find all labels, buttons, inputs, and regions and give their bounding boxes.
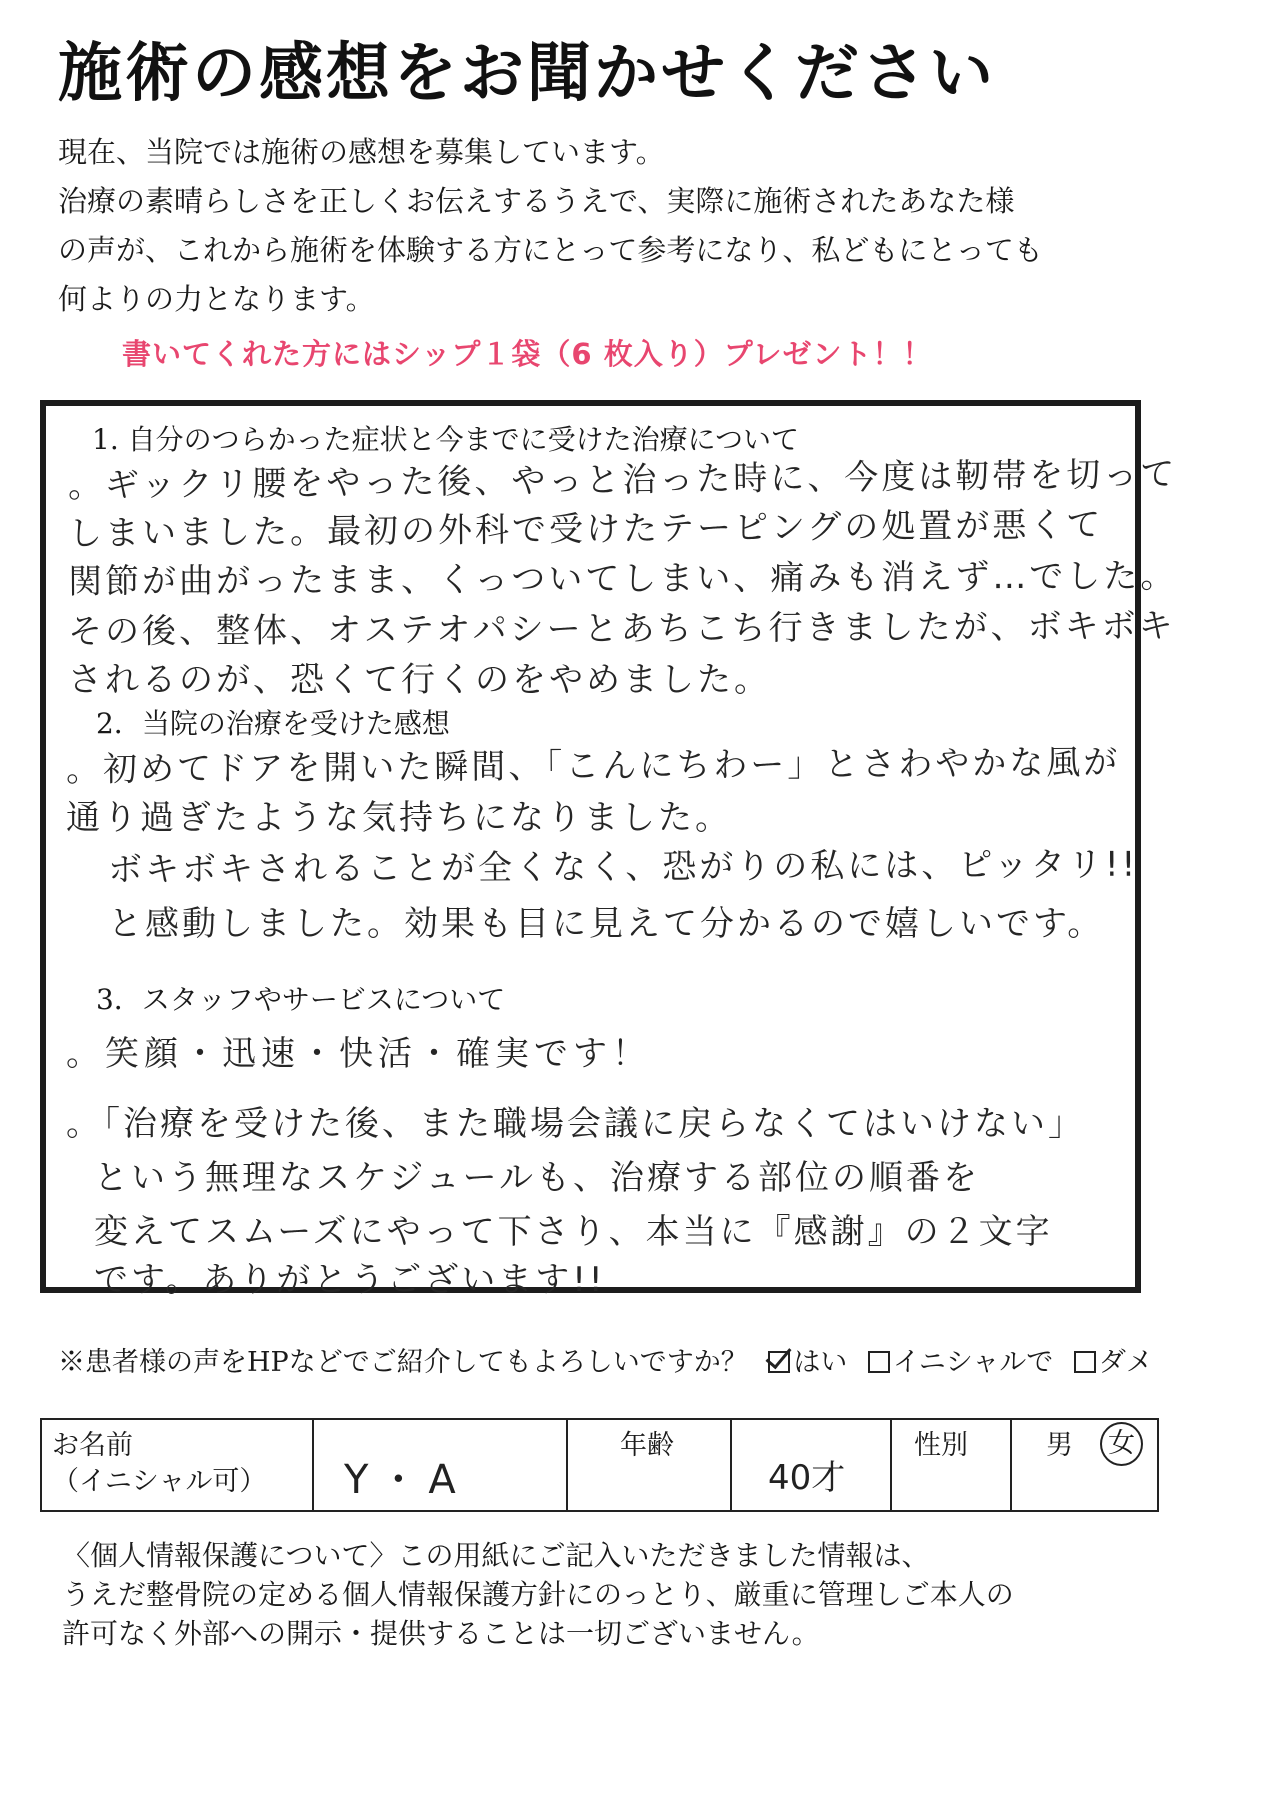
consent-option-no: ダメ (1098, 1347, 1153, 1378)
privacy-line: 許可なく外部への開示・提供することは一切ございません。 (62, 1617, 820, 1650)
gender-male: 男 (1046, 1430, 1073, 1461)
consent-checkbox-initial[interactable] (868, 1351, 890, 1373)
intro-line: 治療の素晴らしさを正しくお伝えするうえで、実際に施術されたあなた様 (58, 184, 1015, 218)
age-label-cell (567, 1419, 731, 1511)
answer-3-line: 。笑顔・迅速・快活・確実です！ (66, 1034, 651, 1074)
answer-1-line: 関節が曲がったまま、くっついてしまい、痛みも消えず…でした。 (67, 556, 1178, 602)
consent-checkbox-yes[interactable] (768, 1351, 790, 1373)
gender-female-circled: 女 (1100, 1422, 1143, 1466)
gender-label: 性別 (914, 1430, 968, 1461)
answer-1-line: その後、整体、オステオパシーとあちこち行きましたが、ボキボキ (67, 606, 1176, 652)
name-value-cell[interactable] (313, 1419, 567, 1511)
answer-3-line: です。ありがとうございます!! (94, 1260, 606, 1300)
name-label (52, 1428, 266, 1500)
question-1: 1. 自分のつらかった症状と今までに受けた治療について (92, 423, 800, 456)
answer-3-line: という無理なスケジュールも、治療する部位の順番を (94, 1158, 980, 1198)
name-label-line: （イニシャル可） (52, 1466, 267, 1497)
answer-1-line: しまいました。最初の外科で受けたテーピングの処置が悪くて (67, 504, 1104, 554)
answer-1-line: されるのが、恐くて行くのをやめました。 (68, 660, 771, 700)
intro-text (58, 128, 1043, 324)
answer-2-line: と感動しました。効果も目に見えて分かるので嬉しいです。 (108, 904, 1105, 944)
name-label-line: お名前 (52, 1430, 133, 1461)
age-label: 年齢 (620, 1430, 674, 1461)
answer-2-line: 。初めてドアを開いた瞬間、「こんにちわー」とさわやかな風が (65, 742, 1121, 790)
privacy-line: 〈個人情報保護について〉この用紙にご記入いただきました情報は、 (62, 1539, 930, 1572)
gender-label-cell (891, 1419, 1011, 1511)
intro-line: 何よりの力となります。 (58, 282, 375, 316)
page-title: 施術の感想をお聞かせください (58, 37, 996, 111)
question-2: 2．当院の治療を受けた感想 (96, 707, 450, 740)
answer-3-line: 変えてスムーズにやって下さり、本当に『感謝』の２文字 (94, 1212, 1053, 1252)
answer-1-line: 。ギックリ腰をやった後、やっと治った時に、今度は靭帯を切って (67, 454, 1178, 506)
intro-line: の声が、これから施術を体験する方にとって参考になり、私どもにとっても (58, 233, 1043, 267)
consent-question (58, 1340, 1153, 1379)
consent-checkbox-no[interactable] (1074, 1351, 1096, 1373)
answer-2-line: 通り過ぎたような気持ちになりました。 (66, 798, 732, 838)
patient-info-table (40, 1418, 1159, 1512)
present-notice: 書いてくれた方にはシップ１袋（6 枚入り）プレゼント！！ (122, 337, 933, 371)
privacy-notice (62, 1536, 1014, 1653)
intro-line: 現在、当院では施術の感想を募集しています。 (58, 135, 665, 169)
consent-option-yes: はい (793, 1347, 848, 1378)
name-value: Y・A (344, 1457, 466, 1503)
name-label-cell (41, 1419, 313, 1511)
age-value: 40才 (768, 1458, 846, 1498)
privacy-line: うえだ整骨院の定める個人情報保護方針にのっとり、厳重に管理しご本人の (62, 1578, 1014, 1611)
question-3: 3．スタッフやサービスについて (96, 983, 506, 1016)
consent-option-initial: イニシャルで (892, 1347, 1054, 1378)
answer-2-line: ボキボキされることが全くなく、恐がりの私には、ピッタリ!! (107, 844, 1139, 890)
consent-question-text: ※患者様の声をHPなどでご紹介してもよろしいですか？ (58, 1347, 748, 1378)
answer-3-line: 。「治療を受けた後、また職場会議に戻らなくてはいけない」 (66, 1104, 1085, 1144)
age-value-cell[interactable] (731, 1419, 891, 1511)
gender-value-cell[interactable] (1011, 1419, 1158, 1511)
